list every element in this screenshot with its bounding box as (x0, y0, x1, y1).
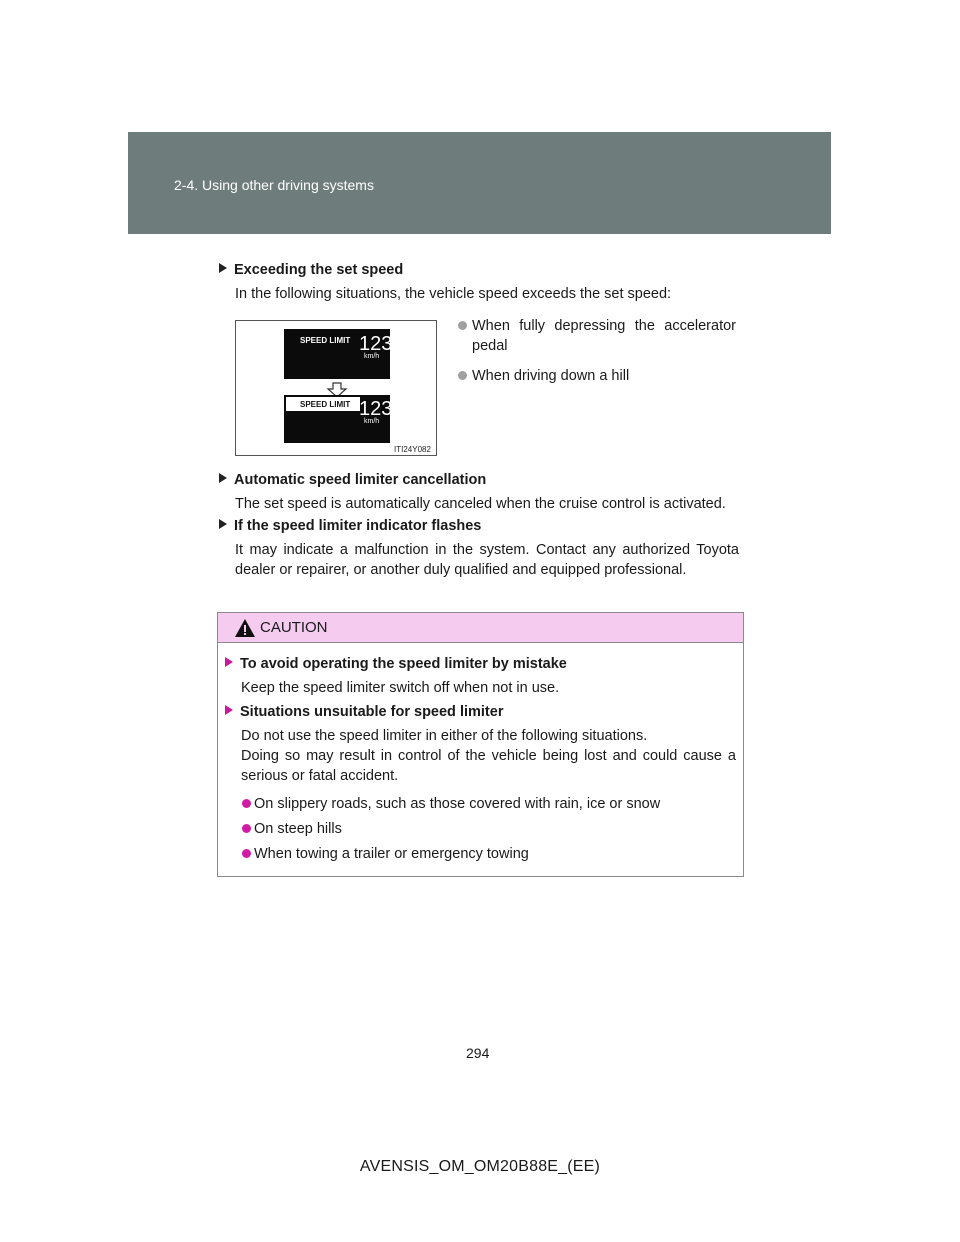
section-text: It may indicate a malfunction in the system. Contact any authorized Toyota dealer or repairer, or another duly qualified and equipped professional. (235, 542, 739, 578)
section-cancellation (219, 470, 739, 514)
section-exceeding (219, 260, 739, 304)
section-indicator-flashes (219, 516, 739, 580)
display-bottom-value: 123 (359, 398, 393, 420)
footer-code: AVENSIS_OM_OM20B88E_(EE) (359, 1158, 601, 1175)
triangle-bullet-icon (225, 705, 233, 715)
section-title: 2-4. Using other driving systems (174, 177, 374, 193)
bullet-dot-icon (242, 849, 251, 858)
caution-text: Do not use the speed limiter in either of the following situations. (241, 728, 648, 744)
list-item: When driving down a hill (458, 366, 736, 386)
figure-caption: ITI24Y082 (394, 445, 431, 454)
triangle-bullet-icon (225, 657, 233, 667)
display-top-unit: km/h (364, 353, 380, 360)
caution-text: Doing so may result in control of the vehicle being lost and could cause a serious or fatal accident. (241, 748, 736, 784)
bullet-dot-icon (458, 321, 467, 330)
section-heading: Automatic speed limiter cancellation (219, 470, 739, 490)
caution-header (218, 613, 743, 643)
caution-text: Keep the speed limiter switch off when not in use. (241, 680, 560, 696)
arrow-down-icon (328, 383, 346, 397)
section-text: The set speed is automatically canceled when the cruise control is activated. (235, 496, 726, 512)
section-text: In the following situations, the vehicle speed exceeds the set speed: (235, 286, 672, 302)
caution-heading: To avoid operating the speed limiter by mistake (225, 654, 743, 674)
caution-box (217, 612, 744, 877)
triangle-bullet-icon (219, 263, 227, 273)
display-top-label: SPEED LIMIT (300, 336, 351, 345)
speed-limit-display-figure (235, 320, 437, 456)
caution-content (218, 654, 743, 869)
section-heading: Exceeding the set speed (219, 260, 739, 280)
display-top-value: 123 (359, 333, 393, 355)
triangle-bullet-icon (219, 473, 227, 483)
triangle-bullet-icon (219, 519, 227, 529)
caution-heading: Situations unsuitable for speed limiter (225, 702, 743, 722)
caution-title: CAUTION (260, 619, 328, 636)
header-band (128, 132, 831, 234)
section-heading: If the speed limiter indicator flashes (219, 516, 739, 536)
bullet-dot-icon (242, 799, 251, 808)
exceeding-bullet-list (458, 316, 736, 396)
list-item: When fully depressing the accelerator pedal (458, 316, 736, 356)
display-bottom-unit: km/h (364, 418, 380, 425)
display-bottom-label: SPEED LIMIT (300, 400, 351, 409)
page-number: 294 (466, 1045, 490, 1061)
list-item: When towing a trailer or emergency towing (218, 844, 743, 864)
warning-icon (234, 618, 256, 638)
list-item: On slippery roads, such as those covered with rain, ice or snow (218, 794, 743, 814)
bullet-dot-icon (242, 824, 251, 833)
list-item: On steep hills (218, 819, 743, 839)
bullet-dot-icon (458, 371, 467, 380)
speed-limit-display-svg (236, 321, 436, 455)
